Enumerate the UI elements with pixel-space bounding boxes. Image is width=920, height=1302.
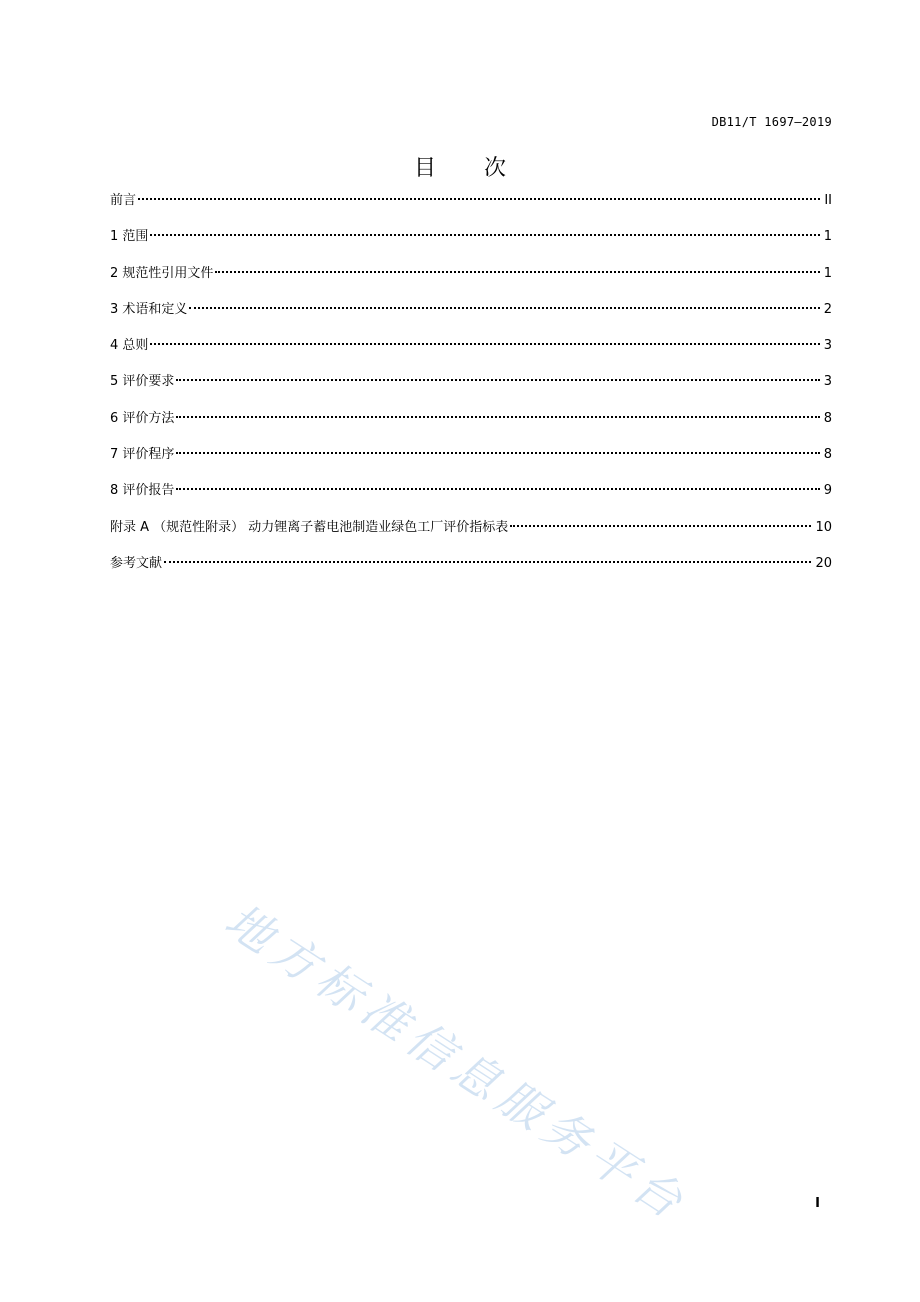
toc-entry-page: 3 <box>823 338 832 354</box>
toc-entry-page: 2 <box>823 301 832 317</box>
toc-leader-dots <box>164 561 811 563</box>
toc-entry-foreword[interactable] <box>110 190 832 226</box>
toc-list <box>110 190 832 589</box>
toc-entry-label: 8 评价报告 <box>110 483 175 499</box>
toc-entry-label: 3 术语和定义 <box>110 301 188 317</box>
toc-leader-dots <box>510 525 811 527</box>
toc-title <box>0 151 920 182</box>
toc-entry-annex-a[interactable] <box>110 517 832 553</box>
toc-entry-page: 10 <box>815 519 832 535</box>
toc-entry-evaluation-methods[interactable] <box>110 408 832 444</box>
toc-leader-dots <box>189 307 819 309</box>
toc-leader-dots <box>138 198 820 200</box>
toc-entry-page: II <box>824 193 832 208</box>
toc-entry-normative-references[interactable] <box>110 263 832 299</box>
toc-entry-label: 2 规范性引用文件 <box>110 265 214 281</box>
toc-entry-page: 20 <box>815 555 832 571</box>
toc-entry-page: 8 <box>823 410 832 426</box>
toc-entry-bibliography[interactable] <box>110 553 832 589</box>
toc-title-second: 次 <box>484 156 507 181</box>
toc-entry-label: 7 评价程序 <box>110 447 175 463</box>
toc-leader-dots <box>176 379 819 381</box>
standard-code: DB11/T 1697—2019 <box>711 115 832 129</box>
toc-entry-page: 8 <box>823 447 832 463</box>
toc-leader-dots <box>176 416 819 418</box>
toc-entry-label: 4 总则 <box>110 338 149 354</box>
toc-entry-scope[interactable] <box>110 226 832 262</box>
toc-entry-label: 前言 <box>110 193 137 208</box>
toc-leader-dots <box>150 234 819 236</box>
toc-entry-label: 6 评价方法 <box>110 410 175 426</box>
watermark: 地方标准信息服务平台 <box>215 892 698 1233</box>
toc-entry-page: 1 <box>823 229 832 245</box>
page-number: I <box>815 1196 820 1211</box>
toc-entry-label: 附录 A （规范性附录） 动力锂离子蓄电池制造业绿色工厂评价指标表 <box>110 519 509 535</box>
toc-entry-evaluation-report[interactable] <box>110 480 832 516</box>
toc-leader-dots <box>150 343 819 345</box>
toc-leader-dots <box>176 452 819 454</box>
toc-entry-terms-definitions[interactable] <box>110 299 832 335</box>
toc-title-first: 目 <box>413 156 436 181</box>
toc-entry-label: 5 评价要求 <box>110 374 175 390</box>
toc-entry-evaluation-requirements[interactable] <box>110 371 832 407</box>
toc-entry-general-principles[interactable] <box>110 335 832 371</box>
toc-entry-label: 参考文献 <box>110 555 163 571</box>
toc-entry-page: 9 <box>823 483 832 499</box>
toc-entry-page: 1 <box>823 265 832 281</box>
toc-entry-evaluation-procedure[interactable] <box>110 444 832 480</box>
toc-leader-dots <box>176 488 819 490</box>
toc-leader-dots <box>215 271 819 273</box>
toc-entry-label: 1 范围 <box>110 229 149 245</box>
toc-entry-page: 3 <box>823 374 832 390</box>
